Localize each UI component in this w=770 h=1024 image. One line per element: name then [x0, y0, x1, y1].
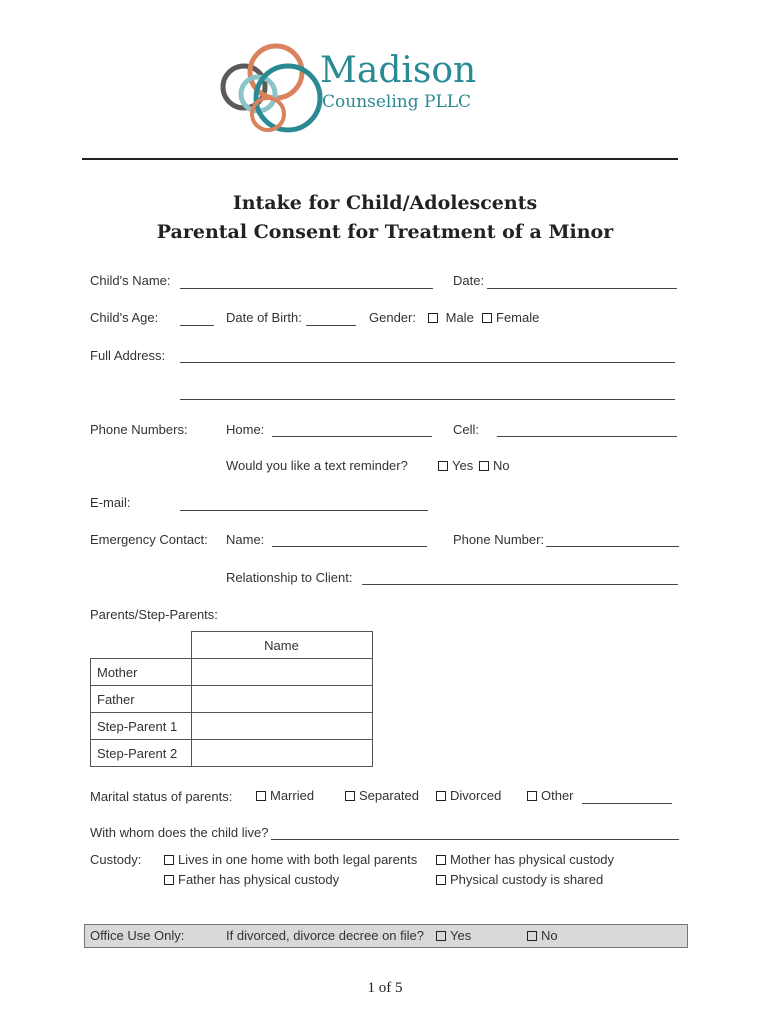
dob-field[interactable]: [306, 325, 356, 326]
logo-name: Madison: [320, 50, 477, 91]
childs-age-label: Child's Age:: [90, 310, 159, 325]
custody-label: Custody:: [90, 852, 142, 867]
name-cell[interactable]: [191, 659, 372, 686]
address-field-line1[interactable]: [180, 362, 675, 363]
emergency-name-label: Name:: [226, 532, 265, 547]
text-reminder-label: Would you like a text reminder?: [226, 458, 408, 473]
whom-lives-field[interactable]: [271, 839, 679, 840]
checkbox-icon[interactable]: [527, 931, 537, 941]
marital-separated-option[interactable]: [345, 788, 419, 803]
checkbox-icon[interactable]: [436, 855, 446, 865]
married-label: Married: [270, 788, 315, 803]
checkbox-icon[interactable]: [164, 855, 174, 865]
custody-opt4-label: Physical custody is shared: [450, 872, 604, 887]
checkbox-icon[interactable]: [164, 875, 174, 885]
custody-opt1-label: Lives in one home with both legal parents: [178, 852, 418, 867]
checkbox-icon[interactable]: [345, 791, 355, 801]
marital-status-label: Marital status of parents:: [90, 789, 233, 804]
address-field-line2[interactable]: [180, 399, 675, 400]
table-cell-empty: [91, 632, 192, 659]
separated-label: Separated: [359, 788, 419, 803]
custody-opt2-label: Mother has physical custody: [450, 852, 615, 867]
decree-no-label: No: [541, 928, 558, 943]
childs-name-label: Child's Name:: [90, 273, 171, 288]
row-label: Father: [91, 686, 192, 713]
divorced-label: Divorced: [450, 788, 502, 803]
relationship-field[interactable]: [362, 584, 678, 585]
cell-phone-label: Cell:: [453, 422, 480, 437]
phone-numbers-label: Phone Numbers:: [90, 422, 188, 437]
home-phone-field[interactable]: [272, 436, 432, 437]
form-title-line2: Parental Consent for Treatment of a Minor: [156, 221, 614, 243]
form-title-line1: Intake for Child/Adolescents: [232, 192, 538, 214]
checkbox-icon[interactable]: [436, 791, 446, 801]
date-field[interactable]: [487, 288, 677, 289]
table-row: [91, 740, 373, 767]
name-column-header: Name: [191, 632, 372, 659]
email-label: E-mail:: [90, 495, 131, 510]
table-row: [91, 659, 373, 686]
custody-father-option[interactable]: [164, 872, 339, 887]
gender-female-option[interactable]: [482, 310, 539, 325]
name-cell[interactable]: [191, 713, 372, 740]
custody-shared-option[interactable]: [436, 872, 603, 887]
marital-married-option[interactable]: [256, 788, 314, 803]
home-phone-label: Home:: [226, 422, 265, 437]
checkbox-icon[interactable]: [438, 461, 448, 471]
emergency-phone-field[interactable]: [546, 546, 679, 547]
table-header-row: [91, 632, 373, 659]
parents-table: [90, 631, 373, 767]
company-logo: [218, 32, 488, 137]
childs-name-field[interactable]: [180, 288, 433, 289]
marital-divorced-option[interactable]: [436, 788, 501, 803]
gender-label: Gender:: [369, 310, 416, 325]
page-number: 1 of 5: [367, 980, 403, 996]
divorce-decree-question: If divorced, divorce decree on file?: [226, 928, 424, 943]
decree-no-option[interactable]: [527, 928, 558, 943]
name-cell[interactable]: [191, 686, 372, 713]
decree-yes-option[interactable]: [436, 928, 471, 943]
whom-lives-label: With whom does the child live?: [90, 825, 269, 840]
checkbox-icon[interactable]: [436, 931, 446, 941]
female-label: Female: [496, 310, 540, 325]
other-label: Other: [541, 788, 574, 803]
decree-yes-label: Yes: [450, 928, 472, 943]
text-reminder-no-option[interactable]: [479, 458, 510, 473]
gender-male-option[interactable]: [428, 310, 474, 325]
checkbox-icon[interactable]: [527, 791, 537, 801]
marital-other-field[interactable]: [582, 803, 672, 804]
emergency-contact-label: Emergency Contact:: [90, 532, 208, 547]
no-label: No: [493, 458, 510, 473]
custody-opt3-label: Father has physical custody: [178, 872, 340, 887]
logo-circles-icon: [218, 32, 328, 137]
dob-label: Date of Birth:: [226, 310, 302, 325]
row-label: Step-Parent 2: [91, 740, 192, 767]
parents-label: Parents/Step-Parents:: [90, 607, 218, 622]
relationship-label: Relationship to Client:: [226, 570, 353, 585]
marital-other-option[interactable]: [527, 788, 574, 803]
text-reminder-yes-option[interactable]: [438, 458, 473, 473]
cell-phone-field[interactable]: [497, 436, 677, 437]
emergency-name-field[interactable]: [272, 546, 427, 547]
checkbox-icon[interactable]: [436, 875, 446, 885]
office-use-label: Office Use Only:: [90, 928, 185, 943]
checkbox-icon[interactable]: [482, 313, 492, 323]
yes-label: Yes: [452, 458, 474, 473]
logo-subtitle: Counseling PLLC: [322, 92, 472, 112]
table-row: [91, 686, 373, 713]
email-field[interactable]: [180, 510, 428, 511]
custody-mother-option[interactable]: [436, 852, 614, 867]
checkbox-icon[interactable]: [428, 313, 438, 323]
name-cell[interactable]: [191, 740, 372, 767]
table-row: [91, 713, 373, 740]
row-label: Mother: [91, 659, 192, 686]
checkbox-icon[interactable]: [479, 461, 489, 471]
header-divider: [82, 158, 678, 160]
male-label: Male: [445, 310, 474, 325]
childs-age-field[interactable]: [180, 325, 214, 326]
checkbox-icon[interactable]: [256, 791, 266, 801]
row-label: Step-Parent 1: [91, 713, 192, 740]
custody-both-parents-option[interactable]: [164, 852, 417, 867]
address-label: Full Address:: [90, 348, 166, 363]
emergency-phone-label: Phone Number:: [453, 532, 545, 547]
date-label: Date:: [453, 273, 485, 288]
